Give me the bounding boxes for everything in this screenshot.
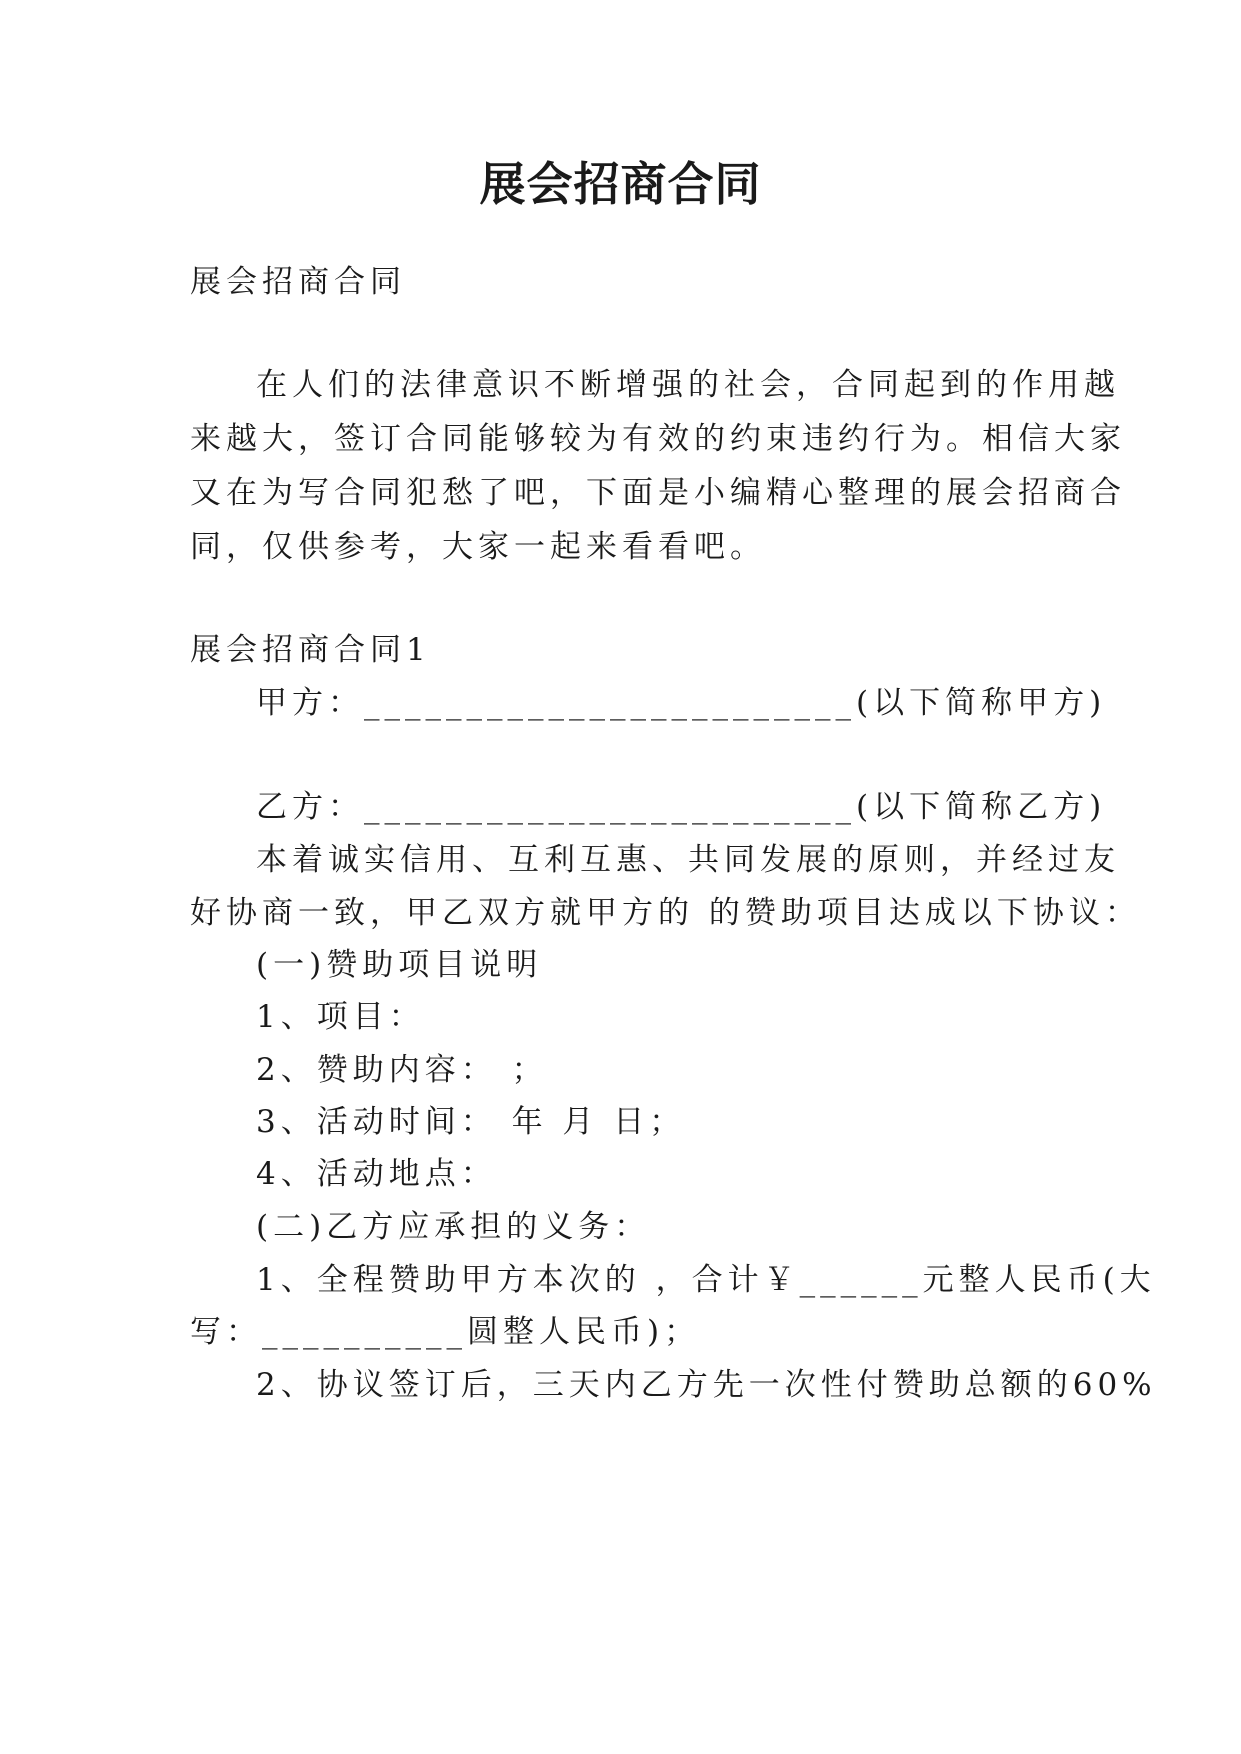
principle-line-1: 本着诚实信用、互利互惠、共同发展的原则，并经过友 — [256, 842, 1120, 878]
principle-line-2: 好协商一致，甲乙双方就甲方的 的赞助项目达成以下协议： — [190, 895, 1141, 931]
section-1-heading: (一)赞助项目说明 — [256, 947, 543, 983]
contract-heading: 展会招商合同1 — [190, 632, 431, 668]
intro-line-1: 在人们的法律意识不断增强的社会，合同起到的作用越 — [256, 367, 1120, 403]
section-1-item-4: 4、活动地点： — [256, 1156, 497, 1192]
section-2-item-1-line-1: 1、全程赞助甲方本次的 ，合计￥______元整人民币(大 — [256, 1262, 1156, 1298]
intro-line-2: 来越大，签订合同能够较为有效的约束违约行为。相信大家 — [190, 421, 1126, 457]
intro-line-3: 又在为写合同犯愁了吧，下面是小编精心整理的展会招商合 — [190, 475, 1126, 511]
party-b-line: 乙方：________________________(以下简称乙方) — [256, 789, 1107, 825]
section-2-heading: (二)乙方应承担的义务： — [256, 1209, 651, 1245]
intro-line-4: 同，仅供参考，大家一起来看看吧。 — [190, 529, 766, 565]
section-1-item-1: 1、项目： — [256, 999, 425, 1035]
section-1-item-2: 2、赞助内容： ； — [256, 1052, 548, 1088]
document-title: 展会招商合同 — [479, 157, 762, 211]
section-1-item-3: 3、活动时间： 年 月 日； — [256, 1104, 686, 1140]
section-2-item-2: 2、协议签订后，三天内乙方先一次性付赞助总额的60% — [256, 1367, 1157, 1403]
party-a-line: 甲方：________________________(以下简称甲方) — [256, 685, 1107, 721]
section-2-item-1-line-2: 写：__________圆整人民币)； — [190, 1314, 701, 1350]
document-subtitle: 展会招商合同 — [190, 264, 406, 300]
